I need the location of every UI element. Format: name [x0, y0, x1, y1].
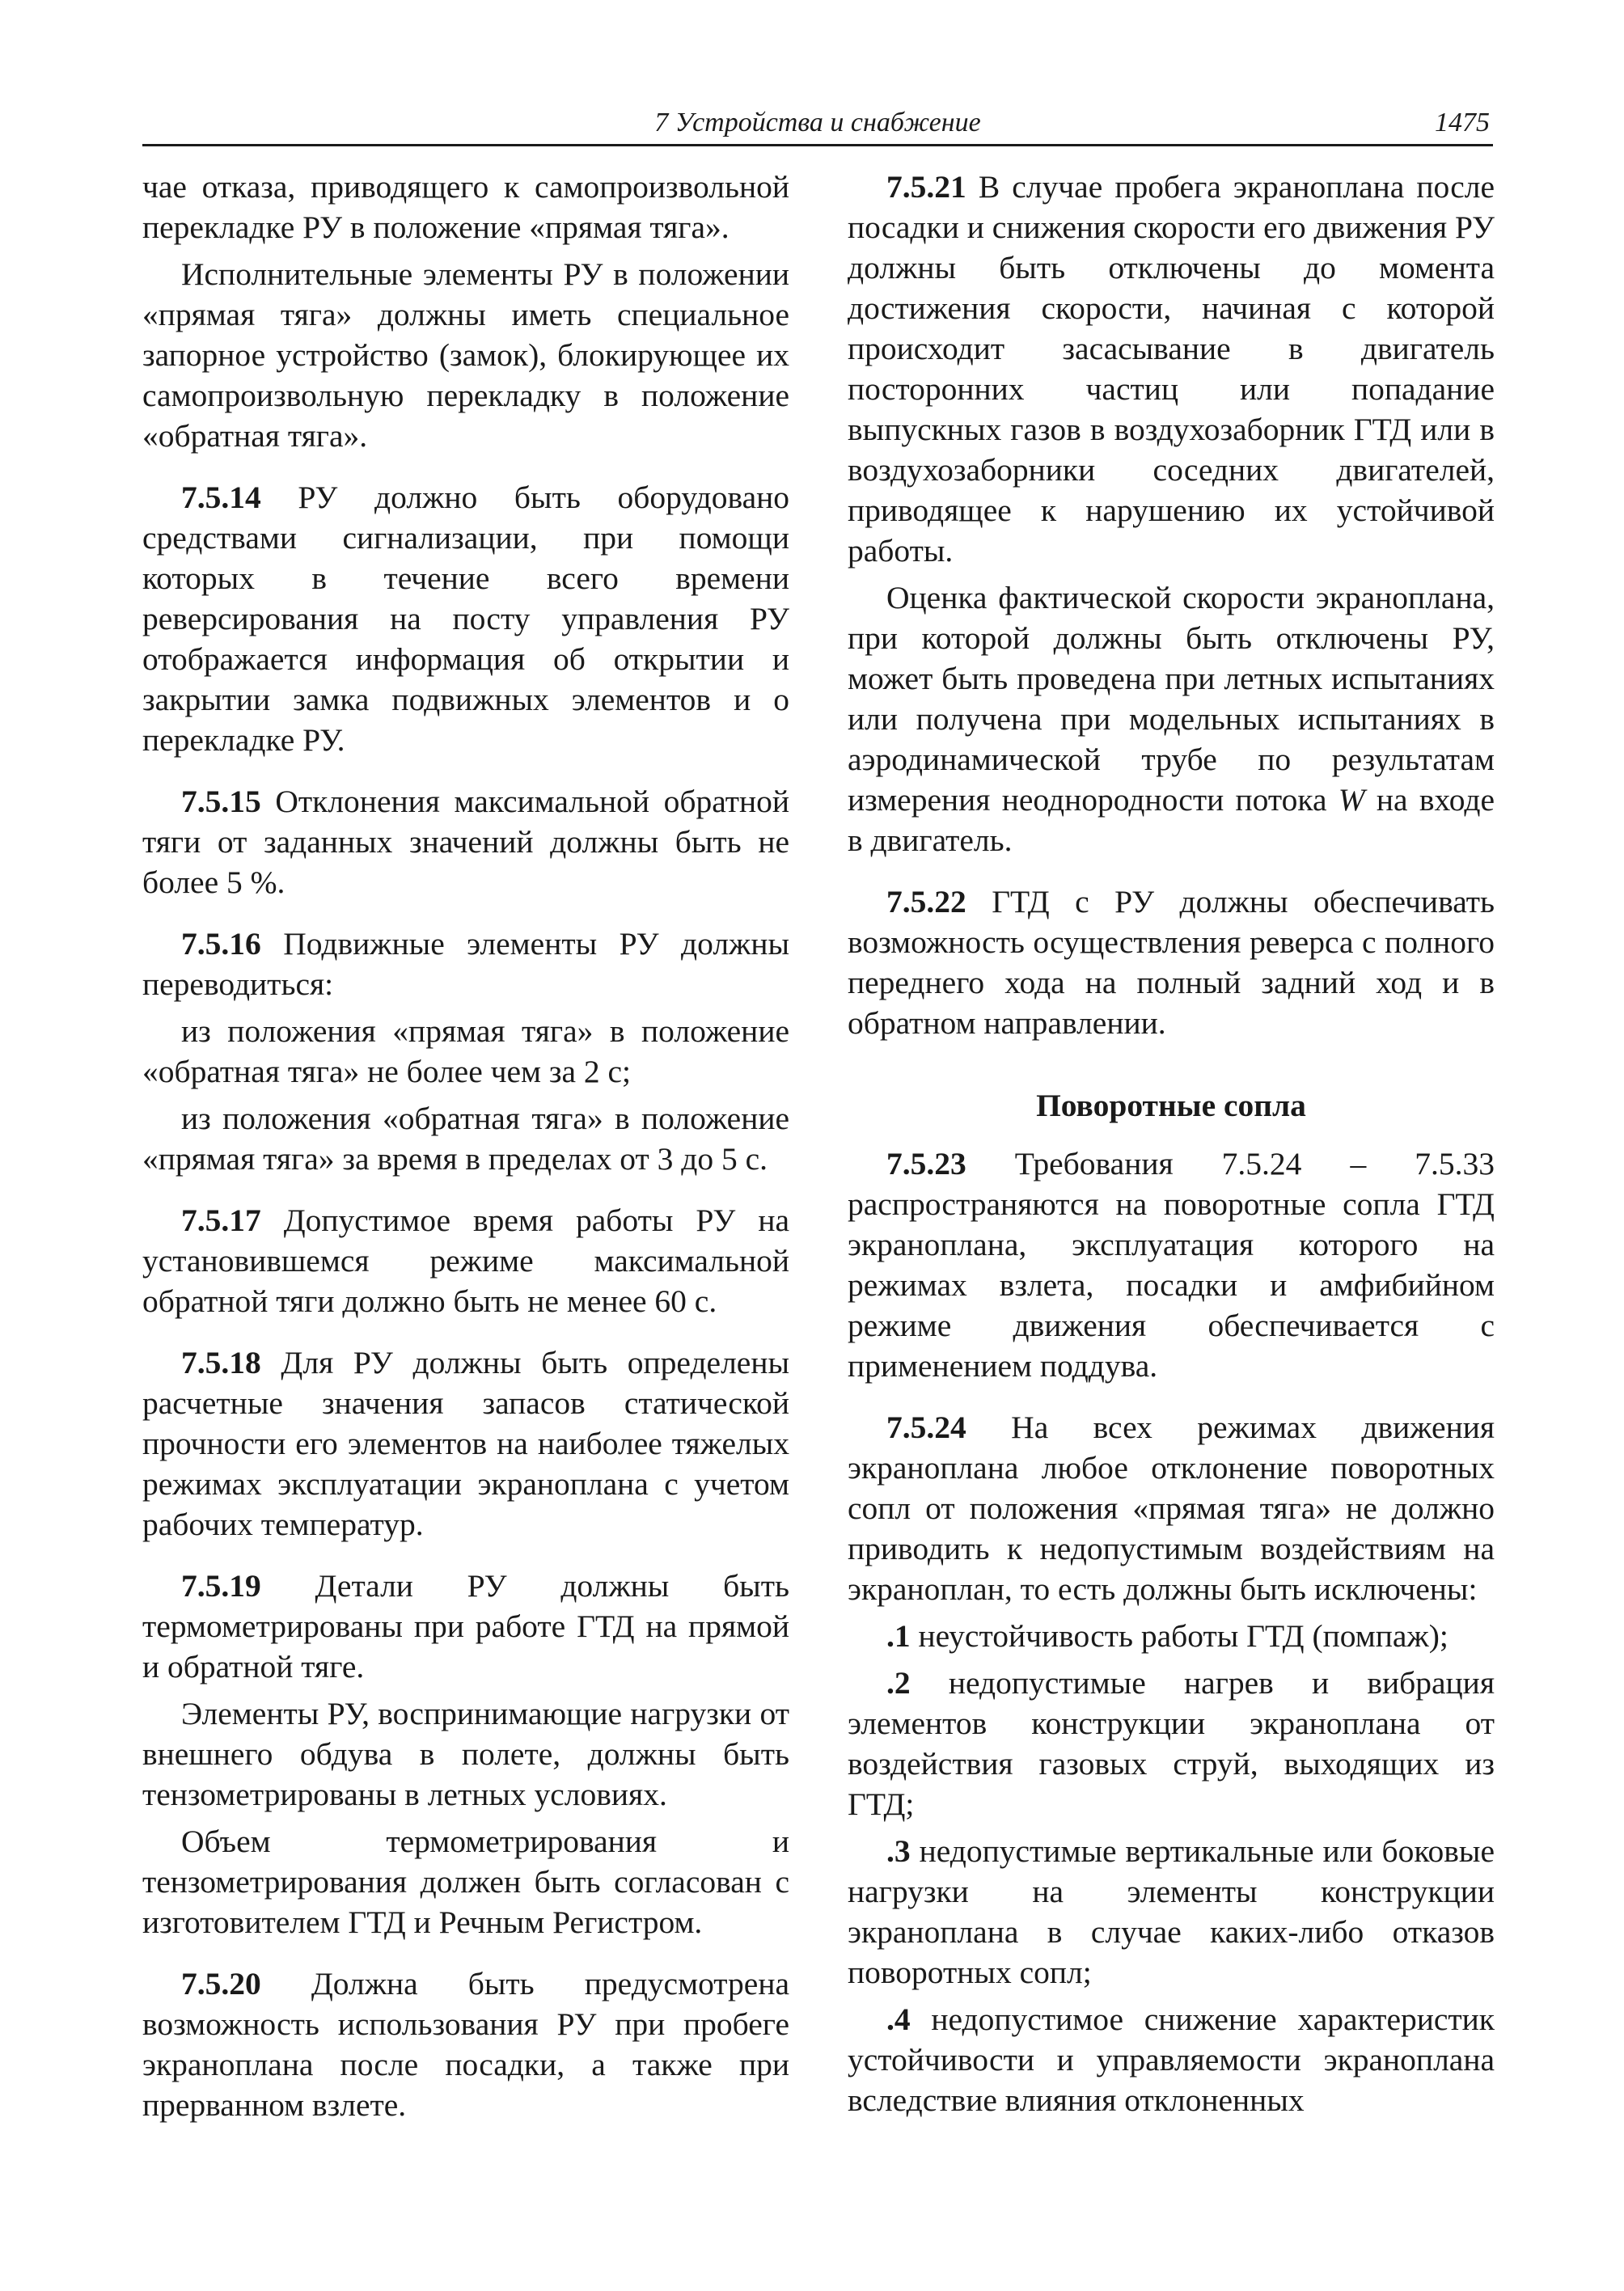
clause-text: Должна быть предусмотрена возможность использования РУ при пробеге экраноплана после посадки, а также при прерванном взлете. [142, 1966, 789, 2123]
item-number: .2 [886, 1665, 911, 1701]
list-item [848, 1616, 1495, 1656]
clause-text: Подвижные элементы РУ должны переводиться: [142, 926, 789, 1002]
item-text: неустойчивость работы ГТД (помпаж); [918, 1618, 1448, 1654]
list-item: из положения «прямая тяга» в положение «обратная тяга» не более чем за 2 с; [142, 1013, 789, 1089]
section-heading: Поворотные сопла [1036, 1088, 1306, 1123]
list-item [848, 1831, 1495, 1993]
running-header [142, 105, 1493, 146]
clause-7-5-17 [142, 1200, 789, 1321]
clause-7-5-20 [142, 1963, 789, 2125]
clause-text: Требования 7.5.24 – 7.5.33 распространяются на поворотные сопла ГТД экраноплана, эксплуатация которого на режимах взлета, посадки и амфибийном режиме движения обеспечивается с применением поддува. [848, 1146, 1495, 1384]
item-text: недопустимые нагрев и вибрация элементов конструкции экраноплана от воздействия газовых струй, выходящих из ГТД; [848, 1665, 1495, 1822]
clause-number: 7.5.19 [181, 1568, 261, 1604]
clause-7-5-22 [848, 881, 1495, 1043]
item-number: .1 [886, 1618, 911, 1654]
paragraph: Объем термометрирования и тензометрирования должен быть согласован с изготовителем ГТД и Речным Регистром. [142, 1824, 789, 1940]
clause-number: 7.5.18 [181, 1345, 261, 1380]
left-column [142, 167, 789, 2125]
paragraph: чае отказа, приводящего к самопроизвольной перекладке РУ в положение «прямая тяга». [142, 169, 789, 245]
paragraph [848, 577, 1495, 860]
clause-number: 7.5.21 [886, 169, 966, 205]
clause-number: 7.5.15 [181, 784, 261, 819]
clause-7-5-24 [848, 1407, 1495, 1609]
item-text: недопустимое снижение характеристик устойчивости и управляемости экраноплана вследствие влияния отклоненных [848, 2001, 1495, 2118]
clause-number: 7.5.24 [886, 1410, 966, 1445]
clause-number: 7.5.16 [181, 926, 261, 962]
list-item [848, 1663, 1495, 1824]
item-number: .3 [886, 1833, 911, 1869]
clause-number: 7.5.23 [886, 1146, 966, 1181]
clause-text: ГТД с РУ должны обеспечивать возможность осуществления реверса с полного переднего хода на полный задний ход и в обратном направлении. [848, 884, 1495, 1041]
clause-number: 7.5.20 [181, 1966, 261, 2001]
clause-text: Отклонения максимальной обратной тяги от заданных значений должны быть не более 5 %. [142, 784, 790, 900]
variable-w: W [1338, 782, 1365, 818]
clause-number: 7.5.17 [181, 1203, 261, 1238]
clause-7-5-21 [848, 167, 1495, 571]
clause-7-5-19 [142, 1566, 789, 1687]
clause-number: 7.5.14 [181, 480, 261, 515]
clause-7-5-18 [142, 1342, 789, 1545]
clause-7-5-15 [142, 781, 789, 902]
page-number: 1475 [1435, 108, 1490, 137]
clause-text: На всех режимах движения экраноплана любое отклонение поворотных сопл от положения «прямая тяга» не должно приводить к недопустимым воздействиям на экраноплан, то есть должны быть исключены: [848, 1410, 1495, 1607]
clause-text: Для РУ должны быть определены расчетные значения запасов статической прочности его элементов на наиболее тяжелых режимах эксплуатации экраноплана с учетом рабочих температур. [142, 1345, 789, 1542]
clause-7-5-14 [142, 477, 789, 760]
clause-text: В случае пробега экраноплана после посадки и снижения скорости его движения РУ должны быть отключены до момента достижения скорости, начиная с которой происходит засасывание в двигатель посторонних частиц или попадание выпускных газов в воздухозаборник ГТД или в воздухозаборники соседних двигателей, приводящее к нарушению их устойчивой работы. [848, 169, 1495, 569]
paragraph-text: Оценка фактической скорости экраноплана, при которой должны быть отключены РУ, может быть проведена при летных испытаниях или получена при модельных испытаниях в аэродинамической трубе по результатам измерения неоднородности потока [848, 580, 1495, 818]
list-item [848, 1999, 1495, 2120]
clause-7-5-16 [142, 924, 789, 1004]
clause-text: РУ должно быть оборудовано средствами сигнализации, при помощи которых в течение всего времени реверсирования на посту управления РУ отображается информация об открытии и закрытии замка подвижных элементов и о перекладке РУ. [142, 480, 789, 758]
paragraph: Элементы РУ, воспринимающие нагрузки от внешнего обдува в полете, должны быть тензометрированы в летных условиях. [142, 1696, 789, 1812]
running-title: 7 Устройства и снабжение [654, 108, 981, 137]
item-number: .4 [886, 2001, 911, 2037]
paragraph-text: на входе в двигатель. [848, 782, 1495, 858]
clause-text: Детали РУ должны быть термометрированы при работе ГТД на прямой и обратной тяге. [142, 1568, 789, 1684]
item-text: недопустимые вертикальные или боковые нагрузки на элементы конструкции экраноплана в случае каких-либо отказов поворотных сопл; [848, 1833, 1495, 1990]
clause-number: 7.5.22 [886, 884, 966, 919]
right-column [848, 167, 1495, 2120]
paragraph: Исполнительные элементы РУ в положении «прямая тяга» должны иметь специальное запорное устройство (замок), блокирующее их самопроизвольную перекладку в положение «обратная тяга». [142, 256, 789, 454]
clause-7-5-23 [848, 1143, 1495, 1386]
clause-text: Допустимое время работы РУ на установившемся режиме максимальной обратной тяги должно быть не менее 60 с. [142, 1203, 789, 1319]
list-item: из положения «обратная тяга» в положение «прямая тяга» за время в пределах от 3 до 5 с. [142, 1101, 789, 1177]
